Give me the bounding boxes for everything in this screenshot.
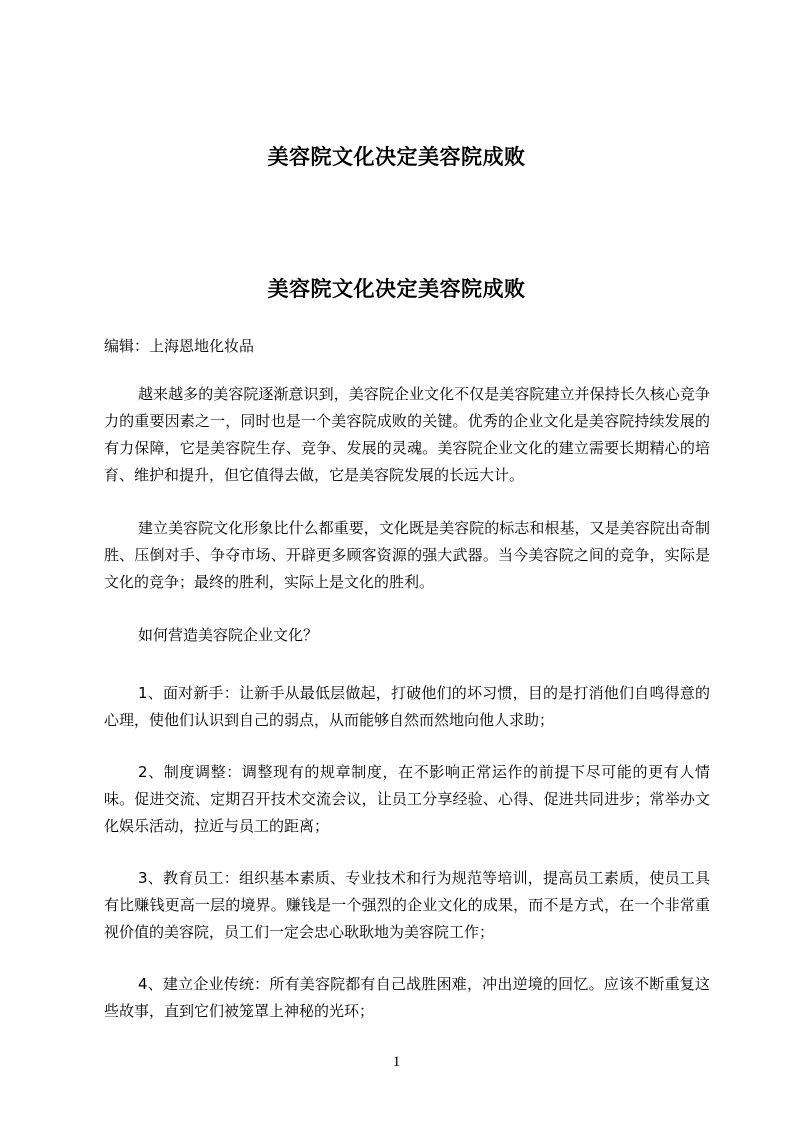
editor-line: 编辑：上海恩地化妆品 bbox=[104, 337, 255, 355]
list-item-newcomers: 1、面对新手：让新手从最低层做起，打破他们的坏习惯，目的是打消他们自鸣得意的心理，使他们认识到自己的弱点，从而能够自然而然地向他人求助； bbox=[104, 684, 710, 729]
list-item-policy-adjustment: 2、制度调整：调整现有的规章制度，在不影响正常运作的前提下尽可能的更有人情味。促进交流、定期召开技术交流会议，让员工分享经验、心得、促进共同进步；常举办文化娱乐活动，拉近与员工的距离； bbox=[104, 763, 710, 835]
page-number: 1 bbox=[392, 1054, 401, 1070]
list-item-company-tradition: 4、建立企业传统：所有美容院都有自己战胜困难，冲出逆境的回忆。应该不断重复这些故事，直到它们被笼罩上神秘的光环； bbox=[104, 975, 710, 1020]
section-question: 如何营造美容院企业文化？ bbox=[138, 626, 319, 644]
document-title-main: 美容院文化决定美容院成败 bbox=[267, 277, 526, 301]
paragraph-intro: 越来越多的美容院逐渐意识到，美容院企业文化不仅是美容院建立并保持长久核心竞争力的重要因素之一，同时也是一个美容院成败的关键。优秀的企业文化是美容院持续发展的有力保障，它是美容院生存、竞争、发展的灵魂。美容院企业文化的建立需要长期精心的培育、维护和提升，但它值得去做，它是美容院发展的长远大计。 bbox=[104, 385, 710, 484]
paragraph-culture-image: 建立美容院文化形象比什么都重要，文化既是美容院的标志和根基，又是美容院出奇制胜、压倒对手、争夺市场、开辟更多顾客资源的强大武器。当今美容院之间的竞争，实际是文化的竞争；最终的胜利，实际上是文化的胜利。 bbox=[104, 519, 710, 591]
document-title-top: 美容院文化决定美容院成败 bbox=[267, 145, 526, 169]
list-item-staff-education: 3、教育员工：组织基本素质、专业技术和行为规范等培训，提高员工素质，使员工具有比赚钱更高一层的境界。赚钱是一个强烈的企业文化的成果，而不是方式，在一个非常重视价值的美容院，员工们一定会忠心耿耿地为美容院工作； bbox=[104, 869, 710, 941]
